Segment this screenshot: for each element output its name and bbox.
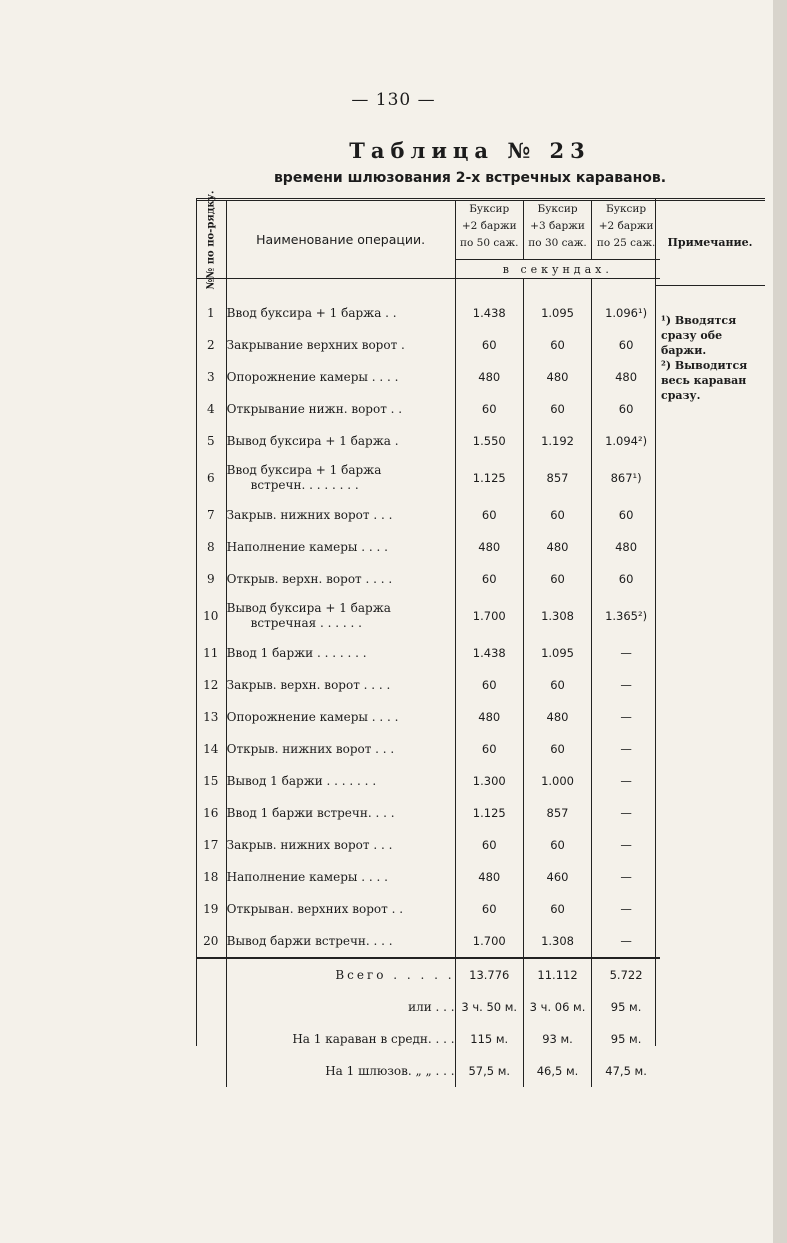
operation-name: Закрывание верхних ворот .: [226, 329, 455, 361]
time-value: 1.550: [455, 425, 523, 457]
row-number: 20: [203, 934, 219, 948]
table-left-border: [196, 198, 197, 1046]
time-value: 60: [455, 499, 523, 531]
table-row: [196, 733, 660, 765]
row-number: 7: [206, 508, 215, 522]
totals-label: На 1 караван в средн. . . .: [226, 1023, 455, 1055]
time-value: 60: [592, 563, 660, 595]
time-value: 480: [455, 361, 523, 393]
table-row: [196, 499, 660, 531]
time-value: 1.000: [523, 765, 591, 797]
totals-row: [196, 1023, 660, 1055]
table-row: [196, 297, 660, 329]
operation-name: Наполнение камеры . . . .: [226, 531, 455, 563]
totals-value: 115 м.: [455, 1023, 523, 1055]
time-value: 1.438: [455, 637, 523, 669]
totals-value: 11.112: [523, 958, 591, 991]
operation-name: Вывод буксира + 1 баржа .: [226, 425, 455, 457]
time-value: 60: [455, 733, 523, 765]
row-number: 2: [206, 338, 215, 352]
row-number: 10: [203, 609, 219, 623]
time-value: 480: [592, 361, 660, 393]
totals-value: 5.722: [592, 958, 660, 991]
time-value: 1.700: [455, 925, 523, 958]
time-value: 1.094²): [592, 425, 660, 457]
locks-timing-table: [196, 190, 660, 1087]
time-value: 1.192: [523, 425, 591, 457]
totals-value: 57,5 м.: [455, 1055, 523, 1087]
table-row: [196, 797, 660, 829]
table-title: Таблица № 23: [349, 138, 591, 163]
note-2: ²) Выводится весь караван сразу.: [661, 359, 748, 402]
time-value: 60: [455, 669, 523, 701]
time-value: 60: [523, 733, 591, 765]
time-value: 1.300: [455, 765, 523, 797]
totals-row: [196, 958, 660, 991]
header-col-1: Буксир +2 баржи по 50 саж.: [455, 200, 523, 260]
operation-name: Закрыв. нижних ворот . . .: [226, 499, 455, 531]
time-value: —: [592, 701, 660, 733]
time-value: 480: [523, 531, 591, 563]
operation-name: Открыв. нижних ворот . . .: [226, 733, 455, 765]
row-number: 12: [203, 678, 219, 692]
time-value: —: [592, 797, 660, 829]
time-value: 480: [523, 361, 591, 393]
time-value: 60: [523, 563, 591, 595]
row-number: 11: [203, 646, 219, 660]
table-row: [196, 861, 660, 893]
totals-label: или . . .: [226, 991, 455, 1023]
totals-label: Всего . . . . .: [226, 958, 455, 991]
page-number: — 130 —: [351, 90, 436, 110]
row-number: 13: [203, 710, 219, 724]
time-value: 60: [592, 499, 660, 531]
table-row: [196, 457, 660, 499]
time-value: 60: [455, 829, 523, 861]
operation-name: Открыван. верхних ворот . .: [226, 893, 455, 925]
time-value: 867¹): [592, 457, 660, 499]
table-notes-divider: [655, 198, 656, 1046]
time-value: 60: [592, 393, 660, 425]
time-value: 60: [523, 669, 591, 701]
operation-name: Ввод 1 баржи . . . . . . .: [226, 637, 455, 669]
page-edge: [773, 0, 787, 1243]
totals-row: [196, 1055, 660, 1087]
operation-name: Наполнение камеры . . . .: [226, 861, 455, 893]
table-row: [196, 329, 660, 361]
time-value: 60: [455, 893, 523, 925]
row-number: 6: [206, 471, 215, 485]
operation-name: Ввод буксира + 1 баржа . .: [226, 297, 455, 329]
time-value: 1.125: [455, 457, 523, 499]
operation-name: Вывод баржи встречн. . . .: [226, 925, 455, 958]
time-value: 60: [523, 393, 591, 425]
table-row: [196, 595, 660, 637]
row-number: 3: [206, 370, 215, 384]
row-number: 18: [203, 870, 219, 884]
table-row: [196, 829, 660, 861]
row-number: 15: [203, 774, 219, 788]
totals-value: 46,5 м.: [523, 1055, 591, 1087]
notes-top-rule: [655, 198, 765, 201]
header-col-3: Буксир +2 баржи по 25 саж.: [592, 200, 660, 260]
time-value: 60: [455, 563, 523, 595]
time-value: 480: [455, 701, 523, 733]
time-value: 60: [455, 329, 523, 361]
table-row: [196, 669, 660, 701]
time-value: —: [592, 765, 660, 797]
time-value: —: [592, 733, 660, 765]
table-row: [196, 701, 660, 733]
time-value: —: [592, 829, 660, 861]
totals-value: 93 м.: [523, 1023, 591, 1055]
operation-name: Опорожнение камеры . . . .: [226, 701, 455, 733]
table-row: [196, 531, 660, 563]
time-value: 480: [523, 701, 591, 733]
totals-value: 95 м.: [592, 1023, 660, 1055]
time-value: 60: [523, 829, 591, 861]
time-value: 1.308: [523, 595, 591, 637]
totals-value: 13.776: [455, 958, 523, 991]
row-number: 1: [206, 306, 215, 320]
time-value: 857: [523, 457, 591, 499]
time-value: —: [592, 669, 660, 701]
time-value: 1.095: [523, 297, 591, 329]
table-subtitle: времени шлюзования 2-х встречных караванов.: [273, 170, 667, 186]
operation-name: Закрыв. верхн. ворот . . . .: [226, 669, 455, 701]
row-number: 14: [203, 742, 219, 756]
time-value: —: [592, 925, 660, 958]
table-row: [196, 925, 660, 958]
table-row: [196, 425, 660, 457]
time-value: 480: [455, 531, 523, 563]
operation-name: Открыв. верхн. ворот . . . .: [226, 563, 455, 595]
time-value: 60: [455, 393, 523, 425]
table-row: [196, 893, 660, 925]
time-value: 460: [523, 861, 591, 893]
table-row: [196, 563, 660, 595]
table-row: [196, 393, 660, 425]
header-col-2: Буксир +3 баржи по 30 саж.: [523, 200, 591, 260]
time-value: 60: [523, 893, 591, 925]
operation-name: Закрыв. нижних ворот . . .: [226, 829, 455, 861]
totals-value: 3 ч. 50 м.: [455, 991, 523, 1023]
row-number: 5: [206, 434, 215, 448]
notes-column: [661, 313, 761, 403]
time-value: 1.095: [523, 637, 591, 669]
totals-value: 95 м.: [592, 991, 660, 1023]
table-row: [196, 637, 660, 669]
time-value: 857: [523, 797, 591, 829]
row-number: 17: [203, 838, 219, 852]
operation-name: Вывод буксира + 1 баржа встречная . . . . . .: [226, 595, 455, 637]
operation-name: Вывод 1 баржи . . . . . . .: [226, 765, 455, 797]
time-value: 60: [523, 329, 591, 361]
time-value: 1.365²): [592, 595, 660, 637]
time-value: 1.096¹): [592, 297, 660, 329]
totals-value: 3 ч. 06 м.: [523, 991, 591, 1023]
totals-label: На 1 шлюзов. „ „ . . .: [226, 1055, 455, 1087]
row-number: 19: [203, 902, 219, 916]
time-value: 1.700: [455, 595, 523, 637]
header-operation: Наименование операции.: [226, 200, 455, 279]
totals-value: 47,5 м.: [592, 1055, 660, 1087]
header-num: №№ по по-рядку.: [196, 200, 226, 279]
row-number: 4: [206, 402, 215, 416]
time-value: 1.308: [523, 925, 591, 958]
time-value: 480: [455, 861, 523, 893]
notes-header-rule: [655, 285, 765, 286]
row-number: 9: [206, 572, 215, 586]
operation-name: Опорожнение камеры . . . .: [226, 361, 455, 393]
time-value: 60: [523, 499, 591, 531]
totals-row: [196, 991, 660, 1023]
row-number: 16: [203, 806, 219, 820]
operation-name: Ввод буксира + 1 баржа встречн. . . . . . . .: [226, 457, 455, 499]
time-value: —: [592, 861, 660, 893]
operation-name: Ввод 1 баржи встречн. . . .: [226, 797, 455, 829]
row-number: 8: [206, 540, 215, 554]
time-value: —: [592, 893, 660, 925]
operation-name: Открывание нижн. ворот . .: [226, 393, 455, 425]
time-value: —: [592, 637, 660, 669]
note-1: ¹) Вводятся сразу обе баржи.: [661, 314, 737, 357]
time-value: 1.438: [455, 297, 523, 329]
table-row: [196, 361, 660, 393]
time-value: 1.125: [455, 797, 523, 829]
time-value: 480: [592, 531, 660, 563]
table-row: [196, 765, 660, 797]
units-label: в секундах.: [455, 260, 660, 279]
time-value: 60: [592, 329, 660, 361]
header-notes: Примечание.: [667, 236, 753, 249]
